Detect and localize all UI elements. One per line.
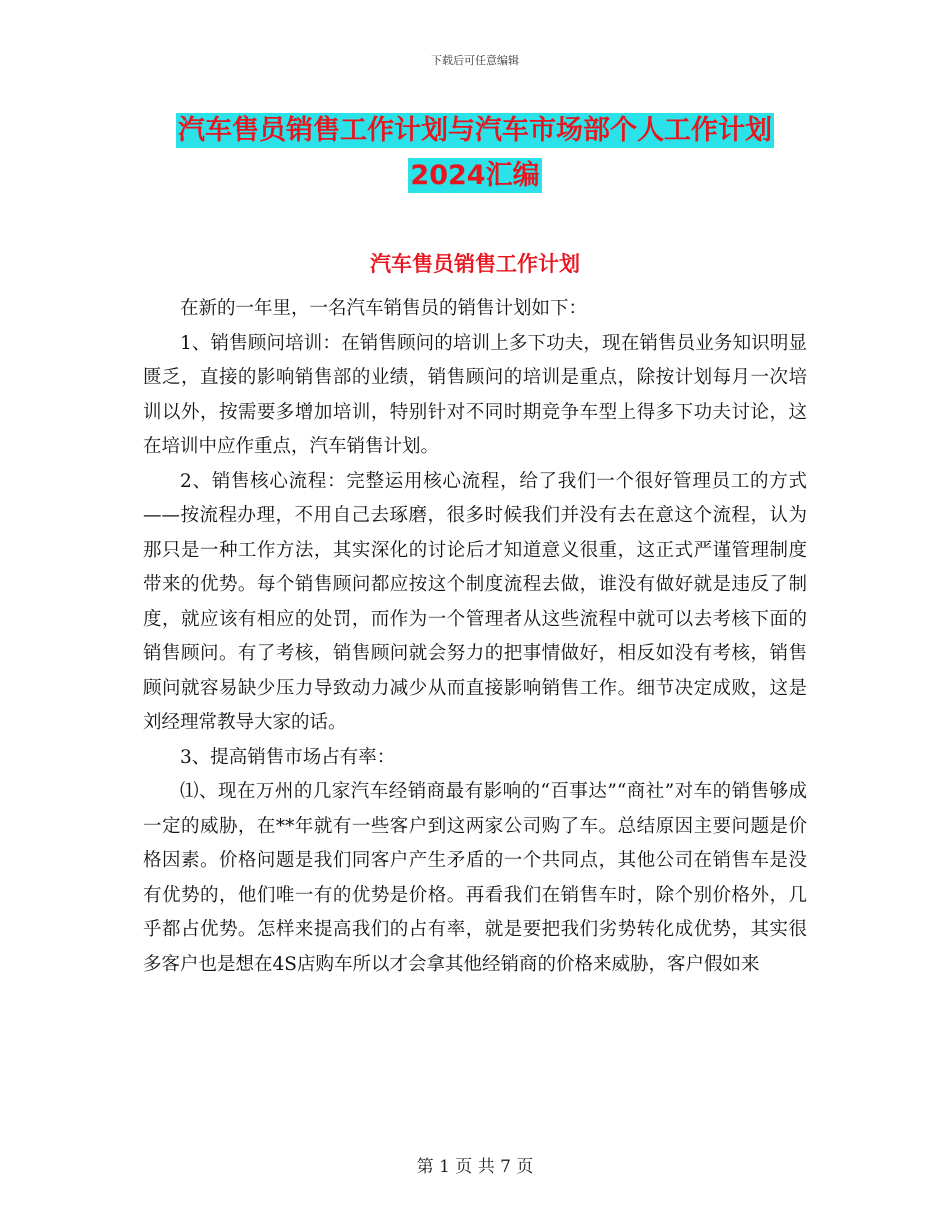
document-title-line-1 (0, 113, 950, 149)
document-body (143, 292, 807, 982)
document-title-line-1-text: 汽车售员销售工作计划与汽车市场部个人工作计划 (178, 115, 772, 146)
document-title-line-2-text: 2024汇编 (410, 160, 540, 191)
header-note: 下载后可任意编辑 (431, 54, 519, 67)
paragraph-core-process: 2、销售核心流程：完整运用核心流程，给了我们一个很好管理员工的方式——按流程办理，不用自己去琢磨，很多时候我们并没有去在意这个流程，认为那只是一种工作方法，其实深化的讨论后才知道意义很重，这正式严谨管理制度带来的优势。每个销售顾问都应按这个制度流程去做，谁没有做好就是违反了制度，就应该有相应的处罚，而作为一个管理者从这些流程中就可以去考核下面的销售顾问。有了考核，销售顾问就会努力的把事情做好，相反如没有考核，销售顾问就容易缺少压力导致动力减少从而直接影响销售工作。细节决定成败，这是刘经理常教导大家的话。 (143, 470, 807, 733)
paragraph-sales-training: 1、销售顾问培训：在销售顾问的培训上多下功夫，现在销售员业务知识明显匮乏，直接的影响销售部的业绩，销售顾问的培训是重点，除按计划每月一次培训以外，按需要多增加培训，特别针对不同时期竞争车型上得多下功夫讨论，这在培训中应作重点，汽车销售计划。 (143, 332, 807, 457)
paragraph-competition: ⑴、现在万州的几家汽车经销商最有影响的“百事达”“商社”对车的销售够成一定的威胁，在**年就有一些客户到这两家公司购了车。总结原因主要问题是价格因素。价格问题是我们同客户产生矛盾的一个共同点，其他公司在销售车是没有优势的，他们唯一有的优势是价格。再看我们在销售车时，除个别价格外，几乎都占优势。怎样来提高我们的占有率，就是要把我们劣势转化成优势，其实很多客户也是想在4S店购车所以才会拿其他经销商的价格来威胁，客户假如来 (143, 781, 807, 975)
section-heading: 汽车售员销售工作计划 (370, 252, 580, 276)
paragraph-market-share-heading: 3、提高销售市场占有率： (180, 746, 396, 768)
document-title-line-2 (0, 158, 950, 194)
paragraph-intro: 在新的一年里，一名汽车销售员的销售计划如下： (180, 298, 588, 319)
page-number-footer: 第 1 页 共 7 页 (416, 1157, 534, 1177)
